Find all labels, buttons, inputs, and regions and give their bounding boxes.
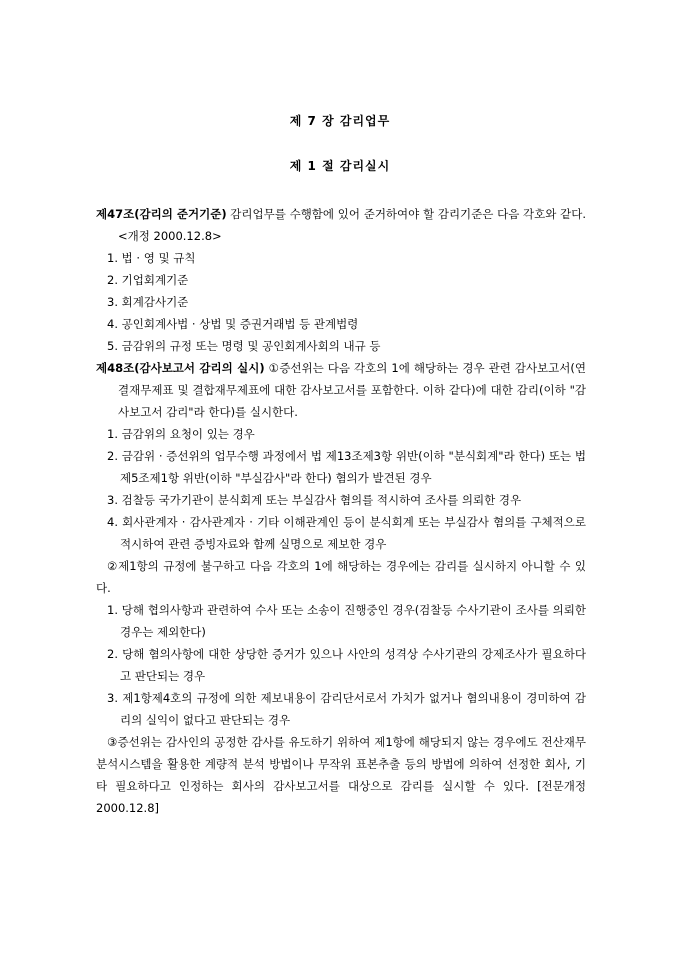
article-47-item: 4. 공인회계사법 · 상법 및 증권거래법 등 관계법령: [107, 317, 359, 331]
article-48-paragraph-3: ③증선위는 감사인의 공정한 감사를 유도하기 위하여 제1항에 해당되지 않는 경우에도 전산재무분석시스템을 활용한 계량적 분석 방법이나 무작위 표본추출 등의 방법에 의하여 선정한 회사, 기타 필요하다고 인정하는 회사의 감사보고서를 대상으로 감리를 실시할 수 있다. [전문개정 2000.12.8]: [96, 735, 586, 815]
article-48-heading: [96, 357, 586, 423]
article-48-p1-item: 1. 금감위의 요청이 있는 경우: [107, 427, 255, 441]
article-47-title: 제47조(감리의 준거기준): [96, 207, 227, 221]
article-48-title: 제48조(감사보고서 감리의 실시): [96, 361, 265, 375]
section-title: 제 1 절 감리실시: [289, 159, 391, 173]
article-47-item: 1. 법 · 영 및 규칙: [107, 251, 196, 265]
article-47-item: 3. 회계감사기준: [107, 295, 189, 309]
article-48-p1-item: 3. 검찰등 국가기관이 분식회계 또는 부실감사 혐의를 적시하여 조사를 의뢰한 경우: [107, 493, 522, 507]
article-48-p2-item: 1. 당해 협의사항과 관련하여 수사 또는 소송이 진행중인 경우(검찰등 수사기관이 조사를 의뢰한 경우는 제외한다): [107, 603, 586, 639]
article-48-p1-item: 2. 금감위 · 증선위의 업무수행 과정에서 법 제13조제3항 위반(이하 "분식회계"라 한다) 또는 법 제5조제1항 위반(이하 "부실감사"라 한다) 혐의가 발견된 경우: [107, 449, 586, 485]
article-48-paragraph-1: ①증선위는 다음 각호의 1에 해당하는 경우 관련 감사보고서(연결재무제표 및 결합재무제표에 대한 감사보고서를 포함한다. 이하 같다)에 대한 감리(이하 "감사보고서 감리"라 한다)를 실시한다.: [118, 361, 586, 419]
article-47-item: 5. 금감위의 규정 또는 명령 및 공인회계사회의 내규 등: [107, 339, 381, 353]
article-48-paragraph-2: ②제1항의 규정에 불구하고 다음 각호의 1에 해당하는 경우에는 감리를 실시하지 아니할 수 있다.: [96, 559, 586, 595]
article-48-p2-item: 2. 당해 혐의사항에 대한 상당한 증거가 있으나 사안의 성격상 수사기관의 강제조사가 필요하다고 판단되는 경우: [107, 647, 586, 683]
chapter-title: 제 7 장 감리업무: [289, 114, 391, 128]
article-48-p1-item: 4. 회사관계자 · 감사관계자 · 기타 이해관계인 등이 분식회계 또는 부실감사 혐의를 구체적으로 적시하여 관련 증빙자료와 함께 실명으로 제보한 경우: [107, 515, 586, 551]
article-47-item: 2. 기업회계기준: [107, 273, 189, 287]
article-47-heading: [96, 203, 586, 247]
article-47-text: 감리업무를 수행함에 있어 준거하여야 할 감리기준은 다음 각호와 같다.<개정 2000.12.8>: [118, 207, 586, 243]
document-body: [96, 203, 586, 819]
article-48-p2-item: 3. 제1항제4호의 규정에 의한 제보내용이 감리단서로서 가치가 없거나 혐의내용이 경미하여 감리의 실익이 없다고 판단되는 경우: [107, 691, 586, 727]
